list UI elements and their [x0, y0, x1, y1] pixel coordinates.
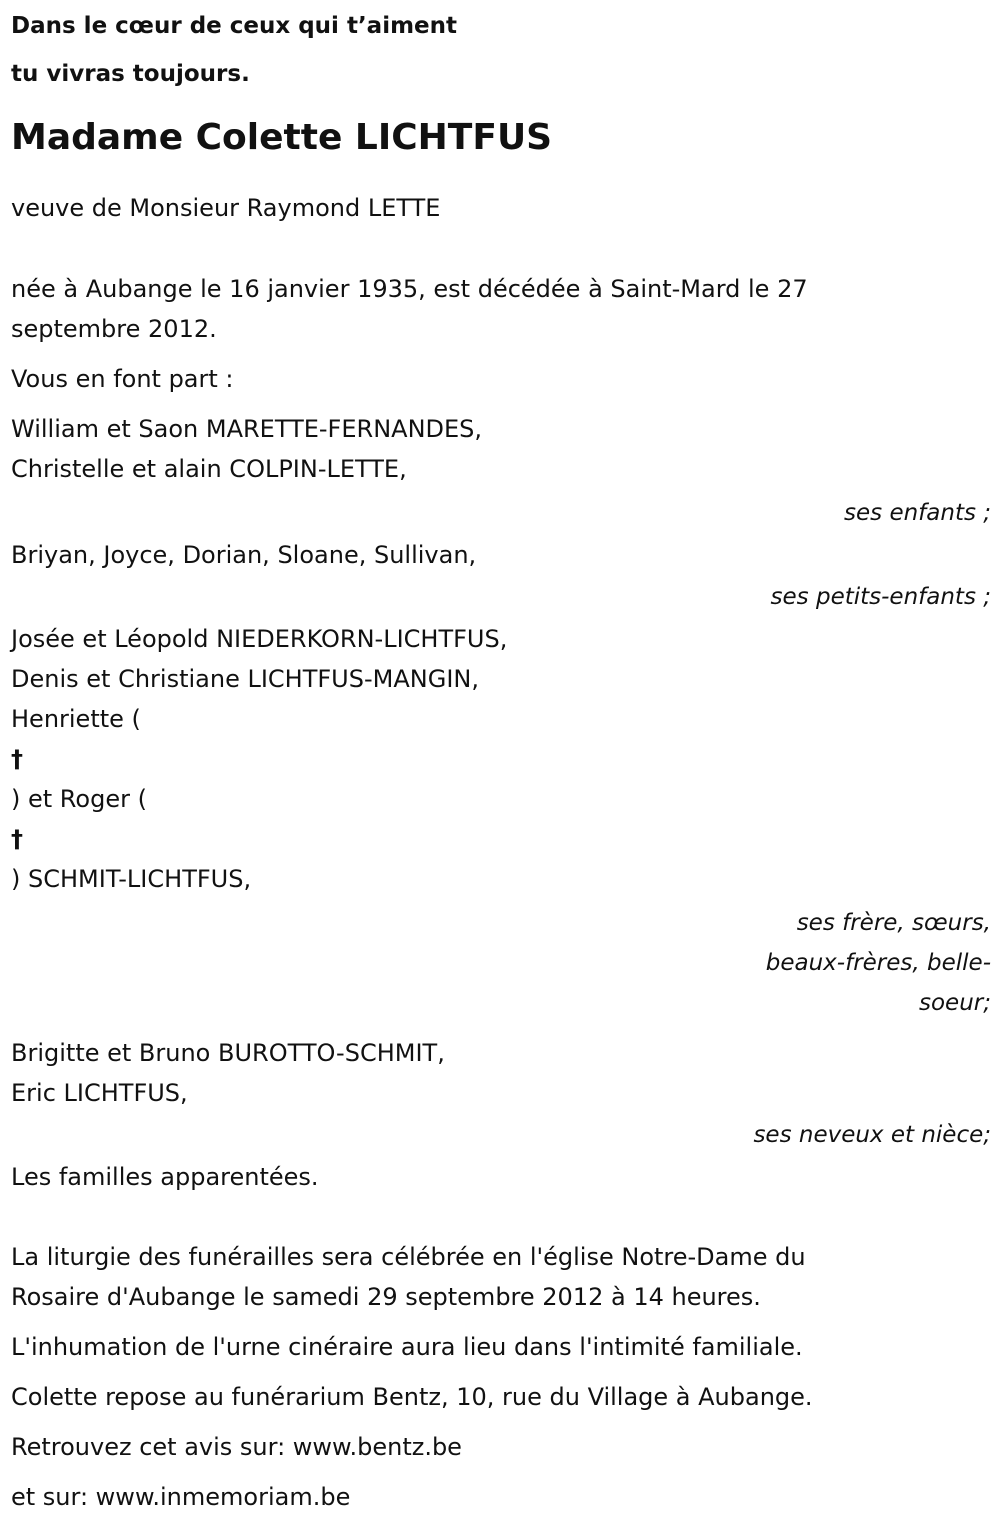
relation-label [11, 903, 991, 1023]
text-fragment: ) SCHMIT-LICHTFUS, [11, 865, 252, 893]
family-group-grandchildren [11, 535, 991, 617]
website-bentz: Retrouvez cet avis sur: www.bentz.be [11, 1433, 462, 1461]
relation-label-line: ses frère, sœurs, [796, 910, 991, 936]
funeral-line: La liturgie des funérailles sera célébrée en l'église Notre-Dame du [11, 1243, 806, 1271]
cross-icon: † [11, 745, 23, 773]
family-member-line: Eric LICHTFUS, [11, 1079, 188, 1107]
burial-info: L'inhumation de l'urne cinéraire aura lieu dans l'intimité familiale. [11, 1333, 803, 1361]
family-group-children [11, 409, 991, 533]
cross-icon: † [11, 825, 23, 853]
funeral-line: Rosaire d'Aubange le samedi 29 septembre 2012 à 14 heures. [11, 1283, 761, 1311]
repose-info: Colette repose au funérarium Bentz, 10, rue du Village à Aubange. [11, 1383, 813, 1411]
website-inmemoriam: et sur: www.inmemoriam.be [11, 1483, 351, 1511]
relation-label: ses petits-enfants ; [770, 584, 991, 610]
family-member-line: Denis et Christiane LICHTFUS-MANGIN, [11, 665, 479, 693]
announcement-intro: Vous en font part : [11, 365, 234, 393]
obituary-notice [11, 0, 991, 1517]
family-member-line: Briyan, Joyce, Dorian, Sloane, Sullivan, [11, 541, 477, 569]
family-group-nephews [11, 1033, 991, 1155]
epigraph [11, 2, 991, 98]
birth-death-info [11, 269, 991, 349]
birth-death-line: septembre 2012. [11, 315, 217, 343]
family-member-line: Brigitte et Bruno BUROTTO-SCHMIT, [11, 1039, 445, 1067]
related-families: Les familles apparentées. [11, 1163, 319, 1191]
family-member-line: Christelle et alain COLPIN-LETTE, [11, 455, 407, 483]
relation-label: ses enfants ; [844, 500, 991, 526]
spouse-line: veuve de Monsieur Raymond LETTE [11, 194, 441, 222]
family-member-line [11, 699, 991, 899]
family-member-line: Josée et Léopold NIEDERKORN-LICHTFUS, [11, 625, 508, 653]
funeral-info [11, 1237, 991, 1317]
epigraph-line: tu vivras toujours. [11, 61, 250, 87]
relation-label: ses neveux et nièce; [753, 1122, 991, 1148]
family-member-line: William et Saon MARETTE-FERNANDES, [11, 415, 483, 443]
deceased-name: Madame Colette LICHTFUS [11, 117, 553, 158]
family-group-siblings [11, 619, 991, 1023]
text-fragment: Henriette ( [11, 705, 141, 733]
text-fragment: ) et Roger ( [11, 785, 147, 813]
relation-label-line: beaux-frères, belle- [765, 950, 991, 976]
relation-label-line: soeur; [919, 990, 991, 1016]
birth-death-line: née à Aubange le 16 janvier 1935, est décédée à Saint-Mard le 27 [11, 275, 808, 303]
epigraph-line: Dans le cœur de ceux qui t’aiment [11, 13, 458, 39]
